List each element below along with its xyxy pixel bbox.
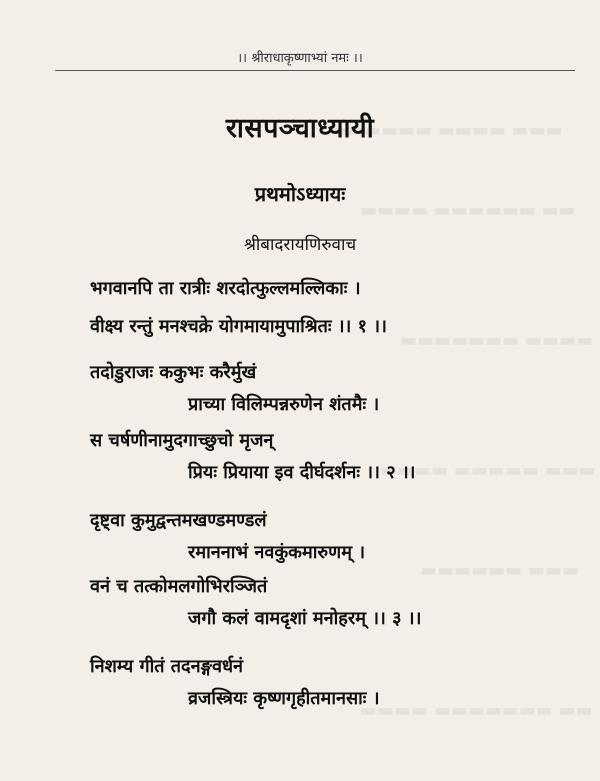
show-through-text: ▬▬▬▬▬▬ ▬▬▬▬ ▬▬▬ bbox=[330, 120, 563, 141]
header-rule bbox=[55, 70, 575, 71]
show-through-text: ▬▬▬▬ ▬▬▬▬▬ ▬▬▬ bbox=[380, 460, 596, 481]
verse-line: निशम्य गीतं तदनङ्गवर्धनं bbox=[90, 656, 244, 677]
page-title: रासपञ्चाध्यायी bbox=[225, 113, 375, 144]
verse-line: जगौ कलं वामदृशां मनोहरम् ।। ३ ।। bbox=[188, 608, 422, 629]
show-through-text: ▬▬▬▬▬▬ ▬▬▬ bbox=[420, 560, 579, 581]
running-header: ।। श्रीराधाकृष्णाभ्यां नमः ।। bbox=[237, 51, 363, 66]
show-through-text: ▬▬▬▬ ▬▬▬▬▬▬ ▬▬ bbox=[360, 200, 576, 221]
verse-line: स चर्षणीनामुदगाच्छुचो मृजन् bbox=[90, 430, 274, 451]
speaker-heading: श्रीबादरायणिरुवाच bbox=[243, 235, 357, 255]
show-through-text: ▬▬▬▬ ▬▬▬▬▬▬▬ ▬▬ bbox=[360, 700, 593, 721]
verse-line: दृष्ट्वा कुमुद्वन्तमखण्डमण्डलं bbox=[90, 510, 267, 531]
chapter-heading: प्रथमोऽध्यायः bbox=[254, 182, 346, 206]
verse-line: वीक्ष्य रन्तुं मनश्चक्रे योगमायामुपाश्रितः ।। १ ।। bbox=[90, 316, 387, 337]
verse-line: भगवानपि ता रात्रीः शरदोत्फुल्लमल्लिकाः । bbox=[90, 278, 361, 299]
verse-line: व्रजस्त्रियः कृष्णगृहीतमानसाः । bbox=[188, 688, 380, 709]
show-through-text: ▬▬▬▬▬▬▬ ▬▬▬▬ bbox=[400, 330, 593, 351]
verse-line: प्राच्या विलिम्पन्नरुणेन शंतमैः । bbox=[188, 394, 380, 415]
verse-line: तदोडुराजः ककुभः करैर्मुखं bbox=[90, 362, 257, 383]
verse-line: रमाननाभं नवकुंकमारुणम् । bbox=[188, 542, 366, 563]
verse-line: वनं च तत्कोमलगोभिरञ्जितं bbox=[90, 576, 268, 597]
verse-line: प्रियः प्रियाया इव दीर्घदर्शनः ।। २ ।। bbox=[188, 462, 416, 483]
